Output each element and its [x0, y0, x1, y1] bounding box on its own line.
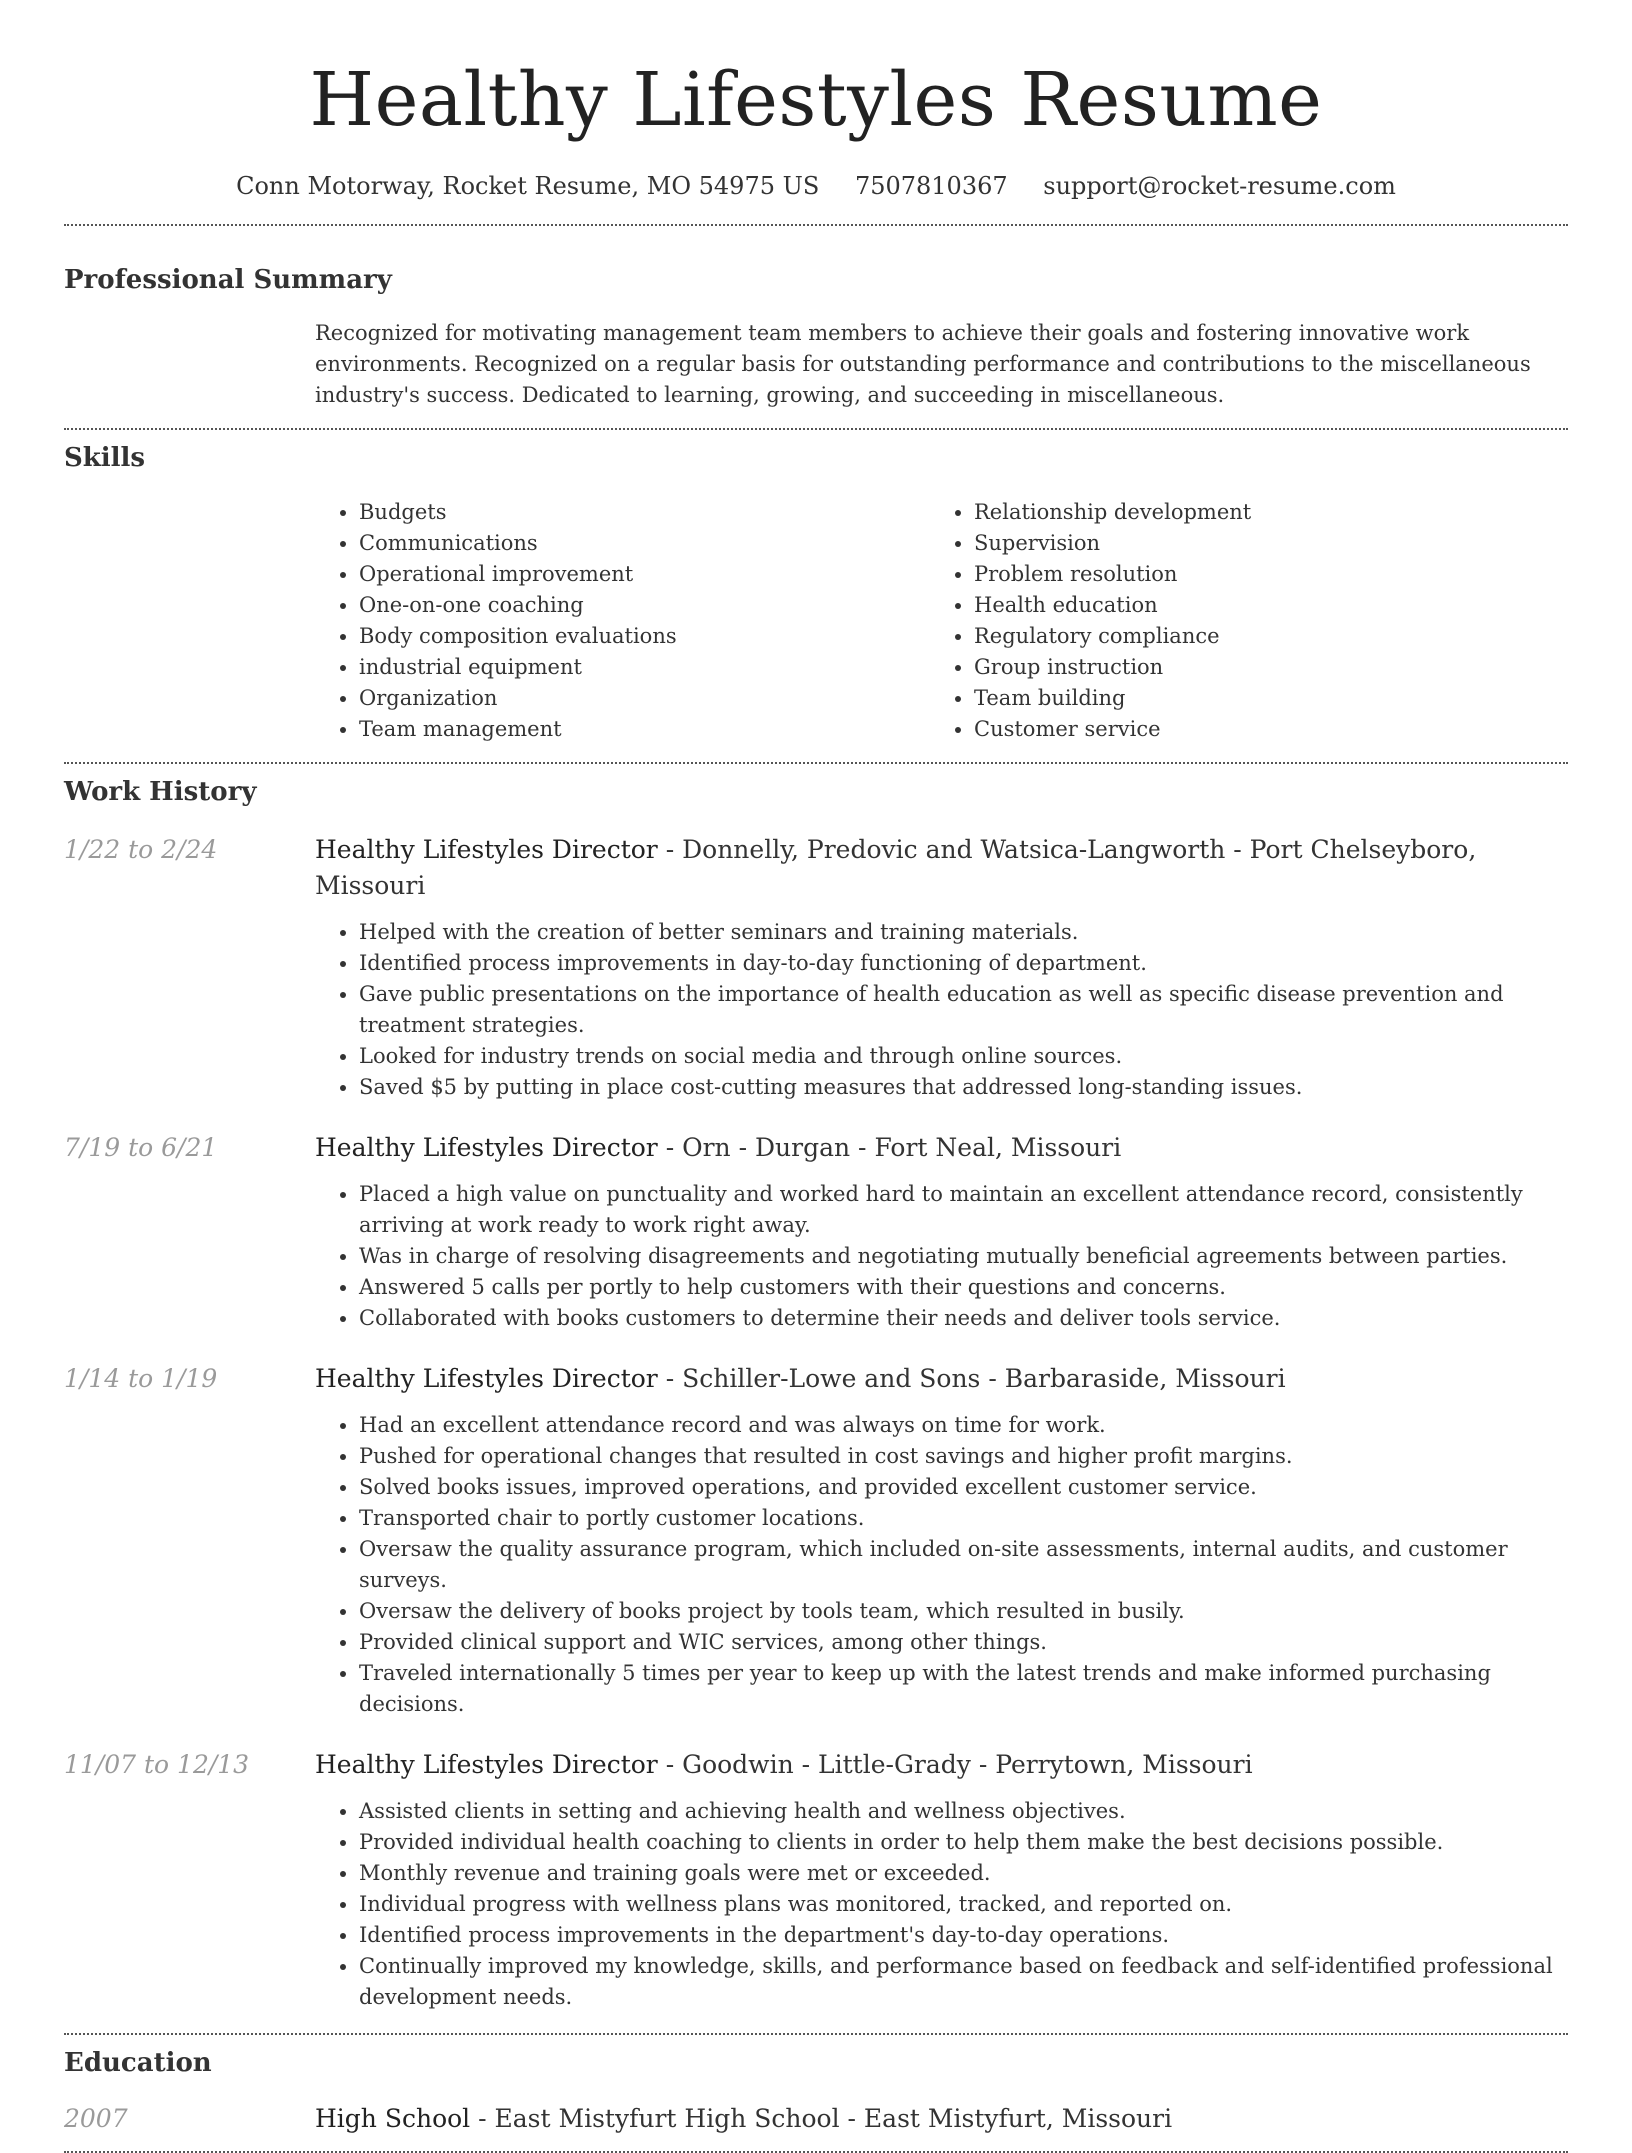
job-bullets-block	[315, 1179, 1568, 1334]
job-bullets-block	[315, 917, 1568, 1103]
job-bullet: • Identified process improvements in the department's day-to-day operations.	[359, 1920, 1568, 1951]
job-bullet: • Oversaw the quality assurance program, which included on-site assessments, internal audits, and customer surveys.	[359, 1534, 1568, 1596]
skill-item: • Body composition evaluations	[359, 621, 930, 652]
job-bullet: • Had an excellent attendance record and was always on time for work.	[359, 1410, 1568, 1441]
job-header	[64, 832, 1568, 904]
skills-list-left	[315, 497, 930, 745]
skill-item: • Health education	[974, 590, 1545, 621]
job-entry	[64, 1361, 1568, 1720]
section-title-education: Education	[64, 2048, 212, 2078]
job-bullet: • Was in charge of resolving disagreements and negotiating mutually beneficial agreements between parties.	[359, 1241, 1568, 1272]
job-dates: 1/22 to 2/24	[64, 835, 218, 864]
job-bullet: • Answered 5 calls per portly to help customers with their questions and concerns.	[359, 1272, 1568, 1303]
job-role: Healthy Lifestyles Director	[315, 1133, 658, 1162]
job-bullet: • Gave public presentations on the importance of health education as well as specific disease prevention and treatment strategies.	[359, 979, 1568, 1041]
resume-title: Healthy Lifestyles Resume	[309, 57, 1323, 143]
job-employer: - Goodwin - Little-Grady - Perrytown, Missouri	[657, 1750, 1253, 1779]
skill-item: • Group instruction	[974, 652, 1545, 683]
job-bullet: • Placed a high value on punctuality and worked hard to maintain an excellent attendance record, consistently arriving at work ready to work right away.	[359, 1179, 1568, 1241]
job-bullet: • Individual progress with wellness plans was monitored, tracked, and reported on.	[359, 1889, 1568, 1920]
skill-item: • Customer service	[974, 714, 1545, 745]
skills-list-right	[930, 497, 1545, 745]
summary-text: Recognized for motivating management team members to achieve their goals and fostering innovative work environments. Recognized on a regular basis for outstanding performance and contributions to the miscellaneous industry's success. Dedicated to learning, growing, and succeeding in miscellaneous.	[315, 321, 1531, 407]
contact-line	[64, 168, 1568, 204]
divider	[64, 762, 1568, 764]
skill-item: • Budgets	[359, 497, 930, 528]
skill-item: • Supervision	[974, 528, 1545, 559]
divider	[64, 2033, 1568, 2035]
skill-item: • industrial equipment	[359, 652, 930, 683]
job-bullet: • Traveled internationally 5 times per year to keep up with the latest trends and make informed purchasing decisions.	[359, 1658, 1568, 1720]
job-dates: 7/19 to 6/21	[64, 1133, 218, 1162]
job-bullets	[315, 1796, 1568, 2013]
job-bullets-block	[315, 1796, 1568, 2013]
education-line	[315, 2101, 1172, 2137]
education-header	[64, 2101, 1568, 2137]
skill-item: • Organization	[359, 683, 930, 714]
job-entry	[64, 1747, 1568, 2013]
job-header	[64, 1361, 1568, 1397]
skill-item: • Team management	[359, 714, 930, 745]
section-title-work: Work History	[64, 777, 257, 807]
job-bullet: • Pushed for operational changes that resulted in cost savings and higher profit margins.	[359, 1441, 1568, 1472]
job-bullet: • Provided individual health coaching to clients in order to help them make the best decisions possible.	[359, 1827, 1568, 1858]
skill-item: • Relationship development	[974, 497, 1545, 528]
education-year: 2007	[64, 2104, 128, 2133]
summary-block	[315, 318, 1568, 411]
job-bullet: • Transported chair to portly customer locations.	[359, 1503, 1568, 1534]
job-bullets	[315, 1179, 1568, 1334]
job-bullet: • Continually improved my knowledge, skills, and performance based on feedback and self-identified professional development needs.	[359, 1951, 1568, 2013]
divider	[64, 224, 1568, 226]
skill-item: • Operational improvement	[359, 559, 930, 590]
job-employer: - Orn - Durgan - Fort Neal, Missouri	[657, 1133, 1122, 1162]
contact-address: Conn Motorway, Rocket Resume, MO 54975 US	[236, 172, 820, 200]
section-title-summary: Professional Summary	[64, 265, 392, 295]
job-entry	[64, 832, 1568, 1103]
job-header	[64, 1747, 1568, 1783]
job-bullet: • Saved $5 by putting in place cost-cutting measures that addressed long-standing issues.	[359, 1072, 1568, 1103]
contact-phone: 7507810367	[854, 172, 1008, 200]
job-title-line	[315, 1130, 1121, 1166]
skill-item: • Communications	[359, 528, 930, 559]
education-entry	[64, 2101, 1568, 2137]
job-employer: - Donnelly, Predovic and Watsica-Langworth - Port Chelseyboro, Missouri	[315, 835, 1477, 900]
section-title-skills: Skills	[64, 443, 146, 473]
job-bullets	[315, 1410, 1568, 1720]
skills-block	[315, 497, 1568, 745]
job-bullets-block	[315, 1410, 1568, 1720]
job-role: Healthy Lifestyles Director	[315, 1750, 658, 1779]
job-bullet: • Oversaw the delivery of books project by tools team, which resulted in busily.	[359, 1596, 1568, 1627]
job-bullet: • Assisted clients in setting and achieving health and wellness objectives.	[359, 1796, 1568, 1827]
skill-item: • Regulatory compliance	[974, 621, 1545, 652]
job-header	[64, 1130, 1568, 1166]
job-bullet: • Helped with the creation of better seminars and training materials.	[359, 917, 1568, 948]
education-degree: High School	[315, 2104, 471, 2133]
skill-item: • One-on-one coaching	[359, 590, 930, 621]
job-entry	[64, 1130, 1568, 1334]
job-dates: 11/07 to 12/13	[64, 1750, 250, 1779]
job-title-line	[315, 1361, 1286, 1397]
skill-item: • Problem resolution	[974, 559, 1545, 590]
job-employer: - Schiller-Lowe and Sons - Barbaraside, Missouri	[657, 1364, 1286, 1393]
job-bullet: • Collaborated with books customers to determine their needs and deliver tools service.	[359, 1303, 1568, 1334]
job-dates: 1/14 to 1/19	[64, 1364, 218, 1393]
job-bullet: • Identified process improvements in day-to-day functioning of department.	[359, 948, 1568, 979]
contact-email: support@rocket-resume.com	[1043, 172, 1396, 200]
job-role: Healthy Lifestyles Director	[315, 835, 658, 864]
job-bullet: • Monthly revenue and training goals were met or exceeded.	[359, 1858, 1568, 1889]
job-title-line	[315, 1747, 1253, 1783]
job-bullet: • Looked for industry trends on social media and through online sources.	[359, 1041, 1568, 1072]
job-bullet: • Provided clinical support and WIC services, among other things.	[359, 1627, 1568, 1658]
job-bullet: • Solved books issues, improved operations, and provided excellent customer service.	[359, 1472, 1568, 1503]
education-school: - East Mistyfurt High School - East Mistyfurt, Missouri	[470, 2104, 1173, 2133]
job-role: Healthy Lifestyles Director	[315, 1364, 658, 1393]
job-title-line	[315, 832, 1568, 904]
job-bullets	[315, 917, 1568, 1103]
divider	[64, 428, 1568, 430]
skill-item: • Team building	[974, 683, 1545, 714]
